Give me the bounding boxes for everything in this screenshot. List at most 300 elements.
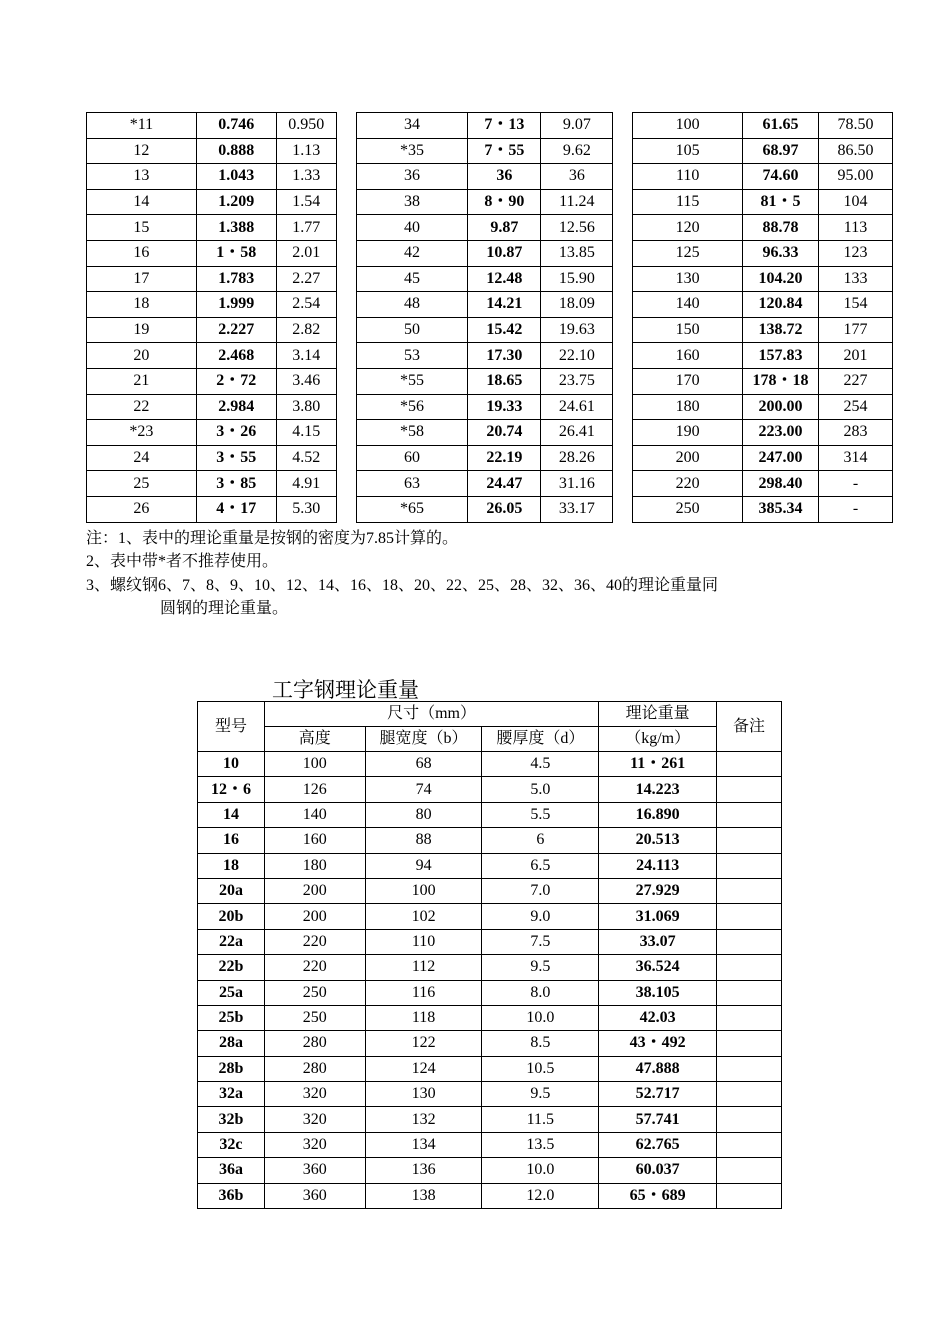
table-cell: 100 <box>264 752 365 777</box>
table-cell: 102 <box>365 904 482 929</box>
table-cell: *55 <box>356 368 468 394</box>
table-cell: 200 <box>264 878 365 903</box>
table-cell: 104 <box>819 189 893 215</box>
table-cell: 19.33 <box>468 394 541 420</box>
table-cell: 22 <box>87 394 197 420</box>
table-cell: 52.717 <box>599 1082 717 1107</box>
table-row <box>87 343 893 369</box>
column-gap <box>336 240 356 266</box>
table-cell: 24.47 <box>468 471 541 497</box>
table-cell: 2.82 <box>276 317 336 343</box>
table-cell: 16 <box>87 240 197 266</box>
header-size: 尺寸（mm） <box>264 702 598 727</box>
table-cell: 11.24 <box>541 189 613 215</box>
table-cell: 12・6 <box>198 777 265 802</box>
table-row <box>198 955 782 980</box>
table-cell: 50 <box>356 317 468 343</box>
table-row <box>198 802 782 827</box>
table-cell: 160 <box>264 828 365 853</box>
table-cell: 160 <box>633 343 743 369</box>
table-cell: 16.890 <box>599 802 717 827</box>
column-gap <box>336 317 356 343</box>
table-cell: 9.5 <box>482 1082 599 1107</box>
table-cell: 26.41 <box>541 420 613 446</box>
table-cell: 2.984 <box>196 394 276 420</box>
table-cell: 1.209 <box>196 189 276 215</box>
table-cell: 125 <box>633 240 743 266</box>
table-cell: 1.33 <box>276 164 336 190</box>
table-cell: 12.48 <box>468 266 541 292</box>
table-cell: 2・72 <box>196 368 276 394</box>
table-cell: 25 <box>87 471 197 497</box>
table-cell: 21 <box>87 368 197 394</box>
table-row <box>87 266 893 292</box>
column-gap <box>613 420 633 446</box>
table-cell: 2.227 <box>196 317 276 343</box>
table-cell: 32a <box>198 1082 265 1107</box>
table-cell: 22.19 <box>468 445 541 471</box>
table-cell: *35 <box>356 138 468 164</box>
table-row <box>87 317 893 343</box>
column-gap <box>613 394 633 420</box>
table-cell: 201 <box>819 343 893 369</box>
table-cell: 22a <box>198 929 265 954</box>
table-row <box>198 1183 782 1208</box>
table-cell: 254 <box>819 394 893 420</box>
table-cell: 360 <box>264 1158 365 1183</box>
table-cell: 10.87 <box>468 240 541 266</box>
table-cell <box>717 1107 782 1132</box>
ibeam-header-row-1 <box>198 702 782 727</box>
table-cell <box>717 1158 782 1183</box>
table-cell: 180 <box>633 394 743 420</box>
table-cell <box>717 1056 782 1081</box>
table-cell: 1・58 <box>196 240 276 266</box>
table-cell: 116 <box>365 980 482 1005</box>
table-cell: 122 <box>365 1031 482 1056</box>
column-gap <box>613 445 633 471</box>
table-cell: 18 <box>198 853 265 878</box>
table-cell: 140 <box>264 802 365 827</box>
table-cell: 320 <box>264 1107 365 1132</box>
table-cell: 60 <box>356 445 468 471</box>
column-gap <box>613 292 633 318</box>
table-cell: *65 <box>356 496 468 522</box>
table-cell: 104.20 <box>743 266 819 292</box>
table-cell: 10.5 <box>482 1056 599 1081</box>
table-cell: - <box>819 496 893 522</box>
table-row <box>198 904 782 929</box>
table-cell: 115 <box>633 189 743 215</box>
table-cell: 150 <box>633 317 743 343</box>
table-cell: 14.21 <box>468 292 541 318</box>
table-cell: 7.0 <box>482 878 599 903</box>
table-cell: 123 <box>819 240 893 266</box>
table-cell: *23 <box>87 420 197 446</box>
table-row <box>198 980 782 1005</box>
table-row <box>87 113 893 139</box>
table-cell: 23.75 <box>541 368 613 394</box>
table-cell: 110 <box>633 164 743 190</box>
table-cell: 31.069 <box>599 904 717 929</box>
table-cell: 130 <box>633 266 743 292</box>
table-cell: 28.26 <box>541 445 613 471</box>
table-cell: 24.113 <box>599 853 717 878</box>
column-gap <box>336 343 356 369</box>
table-cell: 60.037 <box>599 1158 717 1183</box>
table-cell: 220 <box>264 955 365 980</box>
table-cell: 9.62 <box>541 138 613 164</box>
table-row <box>87 189 893 215</box>
table-cell: 105 <box>633 138 743 164</box>
table-cell: 53 <box>356 343 468 369</box>
table-cell: 130 <box>365 1082 482 1107</box>
table-cell: 88 <box>365 828 482 853</box>
column-gap <box>613 343 633 369</box>
table-cell: 33.07 <box>599 929 717 954</box>
table-cell: 110 <box>365 929 482 954</box>
column-gap <box>613 113 633 139</box>
table-cell: 45 <box>356 266 468 292</box>
table-row <box>87 445 893 471</box>
table-cell: 0.950 <box>276 113 336 139</box>
table-cell: 96.33 <box>743 240 819 266</box>
note-density: 注：1、表中的理论重量是按钢的密度为7.85计算的。 <box>86 530 459 547</box>
table-cell <box>717 955 782 980</box>
header-weight: 理论重量 <box>599 702 717 727</box>
table-cell: 4.15 <box>276 420 336 446</box>
table-row <box>87 368 893 394</box>
table-cell: 27.929 <box>599 878 717 903</box>
table-cell: 20a <box>198 878 265 903</box>
table-cell <box>717 853 782 878</box>
table-cell: 4・17 <box>196 496 276 522</box>
table-cell: 32c <box>198 1132 265 1157</box>
table-cell: 177 <box>819 317 893 343</box>
header-weight-unit: （kg/m） <box>599 727 717 752</box>
table-cell: 5.0 <box>482 777 599 802</box>
table-cell: 1.043 <box>196 164 276 190</box>
table-cell: *58 <box>356 420 468 446</box>
table-cell: 26 <box>87 496 197 522</box>
table-cell: 314 <box>819 445 893 471</box>
table-cell: 8.5 <box>482 1031 599 1056</box>
table-cell: 220 <box>633 471 743 497</box>
table-cell: 22b <box>198 955 265 980</box>
table-cell: 38.105 <box>599 980 717 1005</box>
table-cell: 74 <box>365 777 482 802</box>
table-cell: 7・13 <box>468 113 541 139</box>
table-cell: 88.78 <box>743 215 819 241</box>
table-cell <box>717 1031 782 1056</box>
column-gap <box>613 240 633 266</box>
table-cell: 68 <box>365 752 482 777</box>
column-gap <box>336 420 356 446</box>
table-cell: 13.85 <box>541 240 613 266</box>
table-cell: 250 <box>264 1005 365 1030</box>
table-cell: 32b <box>198 1107 265 1132</box>
table-cell <box>717 929 782 954</box>
table-cell: *56 <box>356 394 468 420</box>
table-cell <box>717 1132 782 1157</box>
table-cell: 283 <box>819 420 893 446</box>
table-cell: 1.783 <box>196 266 276 292</box>
ibeam-table-body <box>198 752 782 1209</box>
ibeam-weight-table <box>197 701 782 1209</box>
table-cell: 36b <box>198 1183 265 1208</box>
round-steel-table-body <box>87 113 893 523</box>
table-cell: 178・18 <box>743 368 819 394</box>
table-cell: - <box>819 471 893 497</box>
table-cell: 20.74 <box>468 420 541 446</box>
table-cell: 126 <box>264 777 365 802</box>
column-gap <box>613 496 633 522</box>
table-cell: 100 <box>365 878 482 903</box>
table-cell: 28b <box>198 1056 265 1081</box>
table-cell: 3・55 <box>196 445 276 471</box>
table-cell: 57.741 <box>599 1107 717 1132</box>
table-cell: 140 <box>633 292 743 318</box>
table-cell: 118 <box>365 1005 482 1030</box>
table-row <box>87 138 893 164</box>
round-steel-weight-table <box>86 112 893 523</box>
column-gap <box>613 189 633 215</box>
table-cell: 3.46 <box>276 368 336 394</box>
table-cell: 95.00 <box>819 164 893 190</box>
table-cell: 36 <box>468 164 541 190</box>
column-gap <box>336 266 356 292</box>
column-gap <box>336 113 356 139</box>
table-cell: 4.91 <box>276 471 336 497</box>
table-cell <box>717 752 782 777</box>
table-cell: 86.50 <box>819 138 893 164</box>
table-cell: 62.765 <box>599 1132 717 1157</box>
table-cell: 81・5 <box>743 189 819 215</box>
table-cell: 11.5 <box>482 1107 599 1132</box>
table-row <box>198 853 782 878</box>
table-cell: 26.05 <box>468 496 541 522</box>
table-cell: 385.34 <box>743 496 819 522</box>
column-gap <box>336 445 356 471</box>
table-cell: 134 <box>365 1132 482 1157</box>
table-cell: 1.13 <box>276 138 336 164</box>
table-cell: 200 <box>633 445 743 471</box>
table-row <box>198 1056 782 1081</box>
table-cell: 24.61 <box>541 394 613 420</box>
table-cell: 1.999 <box>196 292 276 318</box>
column-gap <box>613 317 633 343</box>
table-cell: 20.513 <box>599 828 717 853</box>
table-cell: 0.888 <box>196 138 276 164</box>
table-cell: 132 <box>365 1107 482 1132</box>
table-cell: 61.65 <box>743 113 819 139</box>
table-cell: 94 <box>365 853 482 878</box>
table-cell: 8・90 <box>468 189 541 215</box>
table-cell: 320 <box>264 1082 365 1107</box>
table-cell: 38 <box>356 189 468 215</box>
note-rebar-continued: 圆钢的理论重量。 <box>160 600 289 617</box>
table-cell: 14.223 <box>599 777 717 802</box>
table-cell: 190 <box>633 420 743 446</box>
table-cell: 2.27 <box>276 266 336 292</box>
table-row <box>87 215 893 241</box>
header-model: 型号 <box>198 702 265 752</box>
table-cell: 19 <box>87 317 197 343</box>
table-cell: 113 <box>819 215 893 241</box>
header-remark: 备注 <box>717 702 782 752</box>
table-cell: 2.468 <box>196 343 276 369</box>
column-gap <box>613 471 633 497</box>
column-gap <box>336 471 356 497</box>
column-gap <box>613 368 633 394</box>
column-gap <box>336 138 356 164</box>
column-gap <box>336 496 356 522</box>
column-gap <box>336 164 356 190</box>
table-cell: 7・55 <box>468 138 541 164</box>
table-cell: 200 <box>264 904 365 929</box>
table-cell <box>717 828 782 853</box>
table-cell: 33.17 <box>541 496 613 522</box>
table-cell: 13.5 <box>482 1132 599 1157</box>
column-gap <box>336 189 356 215</box>
column-gap <box>613 138 633 164</box>
table-cell: 11・261 <box>599 752 717 777</box>
table-cell <box>717 904 782 929</box>
header-leg-width: 腿宽度（b） <box>365 727 482 752</box>
column-gap <box>613 164 633 190</box>
table-cell: 5.5 <box>482 802 599 827</box>
table-cell <box>717 1183 782 1208</box>
table-cell: 6 <box>482 828 599 853</box>
table-cell: 65・689 <box>599 1183 717 1208</box>
table-cell: 298.40 <box>743 471 819 497</box>
note-asterisk: 2、表中带*者不推荐使用。 <box>86 553 279 570</box>
table-cell: 247.00 <box>743 445 819 471</box>
table-cell: 15.42 <box>468 317 541 343</box>
table-cell: 7.5 <box>482 929 599 954</box>
table-cell: 0.746 <box>196 113 276 139</box>
table-cell: 138 <box>365 1183 482 1208</box>
header-height: 高度 <box>264 727 365 752</box>
header-waist-thickness: 腰厚度（d） <box>482 727 599 752</box>
table-cell: 9.07 <box>541 113 613 139</box>
table-cell: 1.77 <box>276 215 336 241</box>
table-cell: 14 <box>198 802 265 827</box>
table-cell: 48 <box>356 292 468 318</box>
table-row <box>87 496 893 522</box>
table-cell: 42 <box>356 240 468 266</box>
table-cell: 3.14 <box>276 343 336 369</box>
table-cell <box>717 802 782 827</box>
table-cell: 63 <box>356 471 468 497</box>
table-cell: 22.10 <box>541 343 613 369</box>
table-row <box>87 240 893 266</box>
table-cell: 36.524 <box>599 955 717 980</box>
table-cell: 100 <box>633 113 743 139</box>
table-cell <box>717 1082 782 1107</box>
table-cell: 124 <box>365 1056 482 1081</box>
table-cell: 10 <box>198 752 265 777</box>
table-cell: 120 <box>633 215 743 241</box>
table-cell: *11 <box>87 113 197 139</box>
table-cell: 25b <box>198 1005 265 1030</box>
column-gap <box>613 215 633 241</box>
table-cell: 80 <box>365 802 482 827</box>
table-cell: 112 <box>365 955 482 980</box>
ibeam-header-row-2 <box>198 727 782 752</box>
table-row <box>87 164 893 190</box>
table-cell: 2.01 <box>276 240 336 266</box>
table-cell: 10.0 <box>482 1158 599 1183</box>
table-cell: 20 <box>87 343 197 369</box>
table-row <box>87 292 893 318</box>
table-cell: 18.65 <box>468 368 541 394</box>
table-row <box>198 777 782 802</box>
table-cell: 133 <box>819 266 893 292</box>
table-row <box>198 878 782 903</box>
table-row <box>198 828 782 853</box>
table-cell: 9.87 <box>468 215 541 241</box>
table-cell: 36 <box>541 164 613 190</box>
table-cell: 154 <box>819 292 893 318</box>
table-cell: 13 <box>87 164 197 190</box>
table-cell: 78.50 <box>819 113 893 139</box>
table-cell: 227 <box>819 368 893 394</box>
table-cell: 20b <box>198 904 265 929</box>
table-cell: 136 <box>365 1158 482 1183</box>
column-gap <box>336 292 356 318</box>
table-cell: 12.0 <box>482 1183 599 1208</box>
table-row <box>198 1158 782 1183</box>
table-cell: 19.63 <box>541 317 613 343</box>
table-row <box>87 394 893 420</box>
table-row <box>198 929 782 954</box>
table-cell: 18 <box>87 292 197 318</box>
table-cell: 14 <box>87 189 197 215</box>
table-cell: 3・26 <box>196 420 276 446</box>
table-cell: 138.72 <box>743 317 819 343</box>
table-cell: 220 <box>264 929 365 954</box>
table-cell: 4.52 <box>276 445 336 471</box>
table-cell: 1.54 <box>276 189 336 215</box>
table-cell <box>717 1005 782 1030</box>
table-cell: 360 <box>264 1183 365 1208</box>
table-cell: 36a <box>198 1158 265 1183</box>
table-row <box>87 471 893 497</box>
table-cell: 6.5 <box>482 853 599 878</box>
table-cell: 74.60 <box>743 164 819 190</box>
table-cell: 280 <box>264 1031 365 1056</box>
table-cell: 250 <box>264 980 365 1005</box>
table-cell: 42.03 <box>599 1005 717 1030</box>
table-cell: 15 <box>87 215 197 241</box>
column-gap <box>613 266 633 292</box>
table-cell: 120.84 <box>743 292 819 318</box>
column-gap <box>336 368 356 394</box>
table-cell: 5.30 <box>276 496 336 522</box>
table-row <box>198 1031 782 1056</box>
table-row <box>198 1082 782 1107</box>
table-cell: 200.00 <box>743 394 819 420</box>
table-cell: 17.30 <box>468 343 541 369</box>
table-cell: 3・85 <box>196 471 276 497</box>
table-cell: 10.0 <box>482 1005 599 1030</box>
table-cell: 18.09 <box>541 292 613 318</box>
table-cell <box>717 980 782 1005</box>
table-cell: 31.16 <box>541 471 613 497</box>
table-cell: 223.00 <box>743 420 819 446</box>
table-cell: 34 <box>356 113 468 139</box>
